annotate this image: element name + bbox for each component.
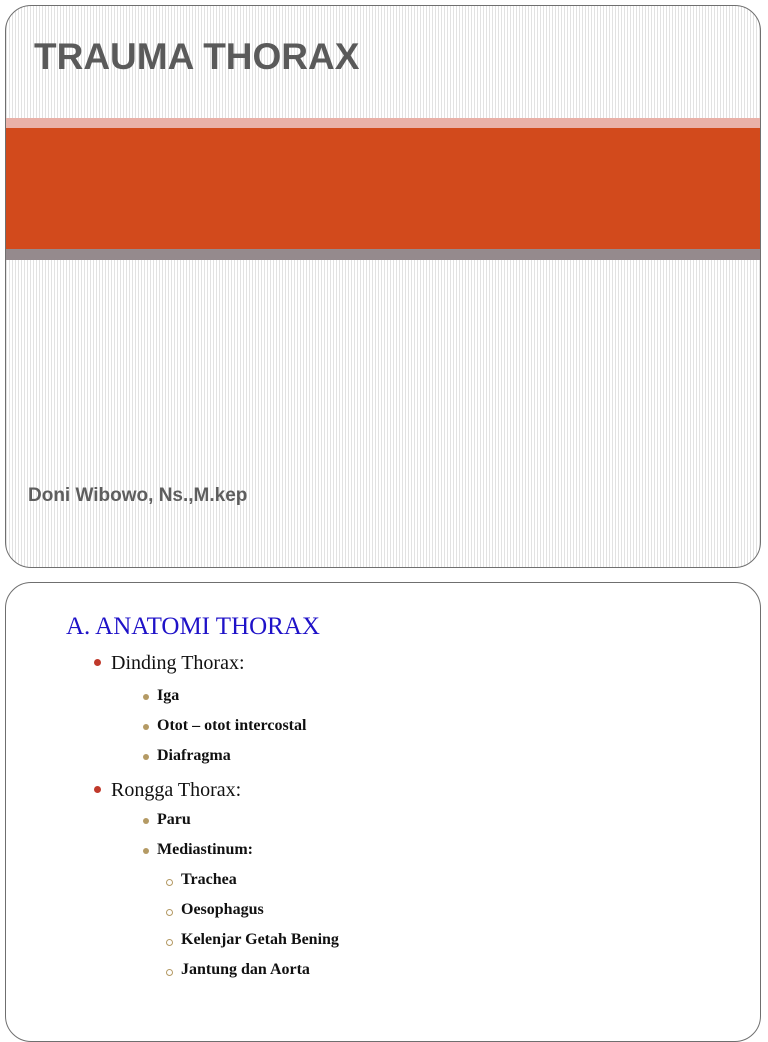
bullet-dot-icon <box>143 848 149 854</box>
list-item-dinding-thorax: Dinding Thorax: <box>111 652 245 674</box>
list-item-kelenjar: Kelenjar Getah Bening <box>181 931 339 948</box>
circle-bullet-icon <box>166 909 173 916</box>
list-item-rongga-thorax: Rongga Thorax: <box>111 779 242 801</box>
list-item-mediastinum: Mediastinum: <box>157 841 253 858</box>
bullet-dot-icon <box>143 818 149 824</box>
bullet-dot-icon <box>94 659 101 666</box>
decorative-band-gray <box>6 249 760 260</box>
list-item-oesophagus: Oesophagus <box>181 901 264 918</box>
circle-bullet-icon <box>166 939 173 946</box>
slide-title: TRAUMA THORAX <box>34 36 360 77</box>
list-item-otot: Otot – otot intercostal <box>157 717 307 734</box>
list-item-diafragma: Diafragma <box>157 747 231 764</box>
bullet-dot-icon <box>143 694 149 700</box>
decorative-band-pink <box>6 118 760 128</box>
list-item-paru: Paru <box>157 811 191 828</box>
list-item-iga: Iga <box>157 687 180 704</box>
list-item-jantung: Jantung dan Aorta <box>181 961 310 978</box>
title-slide <box>5 5 761 568</box>
content-slide <box>5 582 761 1042</box>
bullet-dot-icon <box>143 754 149 760</box>
circle-bullet-icon <box>166 969 173 976</box>
author-name: Doni Wibowo, Ns.,M.kep <box>28 485 248 506</box>
circle-bullet-icon <box>166 879 173 886</box>
list-item-trachea: Trachea <box>181 871 237 888</box>
section-heading: A. ANATOMI THORAX <box>66 613 320 640</box>
bullet-dot-icon <box>143 724 149 730</box>
bullet-dot-icon <box>94 786 101 793</box>
decorative-band-orange <box>6 128 760 249</box>
